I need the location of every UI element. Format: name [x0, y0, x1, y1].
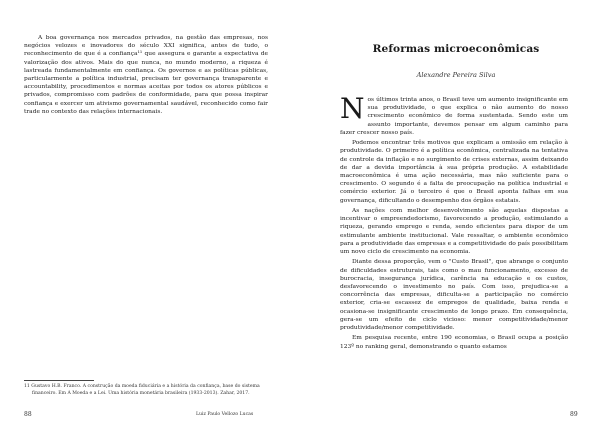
first-paragraph [340, 92, 568, 137]
drop-cap: N [340, 92, 365, 125]
running-head-author: Luiz Paulo Vellozo Lucas [196, 412, 254, 417]
body-paragraph: Diante dessa proporção, vem o "Custo Brasil", que abrange o conjunto de dificuldades estruturais, tais como o mau funcionamento, excesso de burocracia, insegurança jurídica, carência na educação e os custos, desfavorecendo o investimento no país. Com isso, prejudica-se a concorrência das empresas, dificulta-se a participação no comércio exterior, cria-se escassez de empregos de qualidade, baixa renda e ocasiona-se insignificante crescimento de longo prazo. Em consequência, gera-se um efeito de ciclo vicioso: menor competitividade/menor produtividade/menor competitividade. [340, 259, 568, 332]
body-paragraph: As nações com melhor desenvolvimento são aquelas dispostas a incentivar o empreendedorismo, favorecendo a produção, estimulando a riqueza, gerando emprego e renda, sendo eficientes para dispor de um estimulante ambiente institucional. Vale ressaltar, o ambiente econômico para a produtividade das empresas e a competitividade do país possibilitam um novo ciclo de crescimento na economia. [340, 208, 568, 256]
right-page [300, 0, 600, 445]
right-page-number: 89 [570, 411, 578, 418]
left-paragraph: A boa governança nos mercados privados, na gestão das empresas, nos negócios velozes e inovadores do século XXI significa, antes de tudo, o reconhecimento de que é a confiança¹¹ que assegura e garante a expectativa de valorização dos ativos. Mais do que nunca, no mundo moderno, a riqueza é lastreada fundamentalmente em confiança. Os governos e as políticas públicas, particularmente a política industrial, precisam ter governança transparente e accountability, procedimentos e normas aceitas por todos os atores públicos e privados, compromisso com padrões de conformidade, para que possa inspirar confiança e exercer um ativismo governamental saudável, reconhecido como fair trade no contexto das relações internacionais. [24, 35, 268, 115]
left-page-number: 88 [24, 411, 32, 418]
first-paragraph-text: os últimos trinta anos, o Brasil teve um aumento insignificante em sua produtividade, o que explica o não aumento do nosso crescimento econômico de forma sustentada. Sendo este um assunto importante, devemos pensar em algum caminho para fazer crescer nosso país. [340, 97, 568, 136]
left-page-body [24, 34, 268, 116]
footnote: 11 Gustavo H.B. Franco. A construção da moeda fiduciária e a história da confiança, base do sistema financeiro. Em A Moeda e a Lei. Uma história monetária brasileira (1933-2013). Zahar, 2017. [24, 384, 260, 396]
footnote-rule [24, 380, 94, 381]
chapter-title: Reformas microeconômicas [372, 43, 540, 55]
right-page-body [340, 92, 568, 353]
body-paragraph: Podemos encontrar três motivos que explicam a omissão em relação à produtividade. O primeiro é a política econômica, centralizada na tentativa de controle da inflação e no surgimento de crises externas, assim deixando de dar a devida importância à sua própria produção. A estabilidade macroeconômica é uma ação necessária, mas não suficiente para o crescimento. O segundo é a falta de preocupação na política industrial e comércio exterior. Já o terceiro é que o Brasil aponta falhas em sua governança, dificultando o desempenho dos órgãos estatais. [340, 140, 568, 204]
chapter-author: Alexandre Pereira Silva [416, 71, 496, 79]
body-paragraph: Em pesquisa recente, entre 190 economias, o Brasil ocupa a posição 123º no ranking geral, demonstrando o quanto estamos [340, 335, 568, 350]
